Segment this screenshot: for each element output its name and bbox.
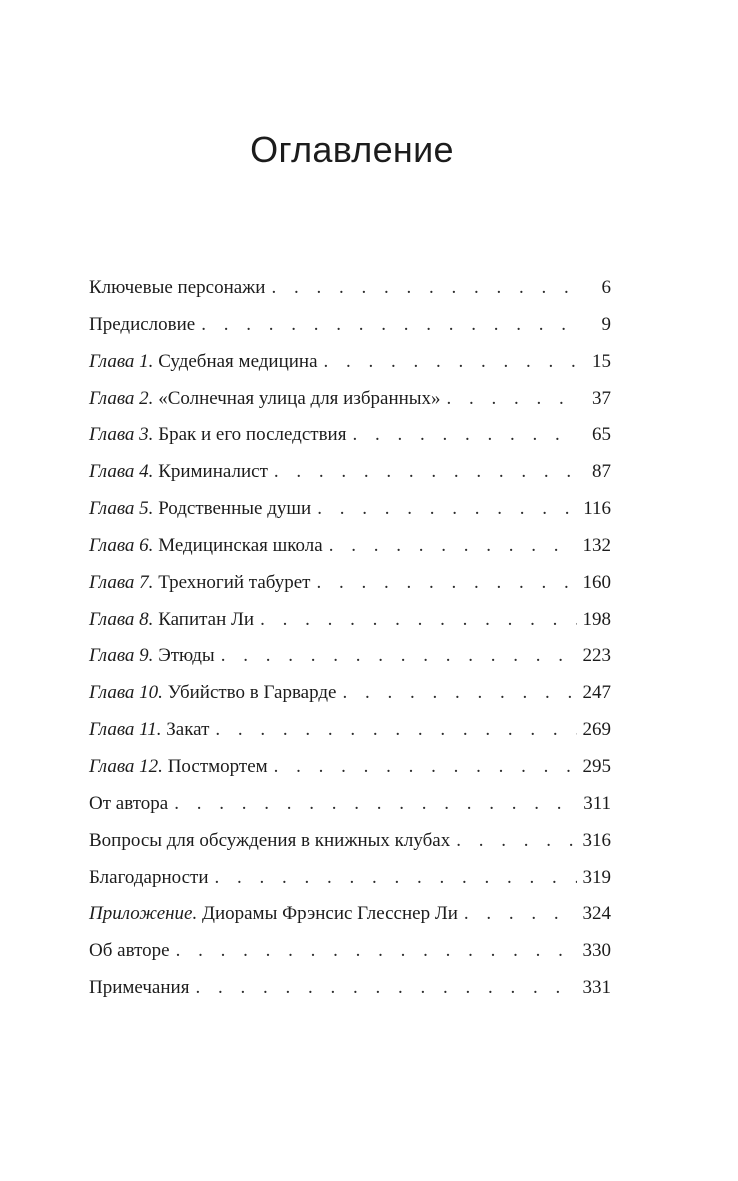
dot-leader (464, 900, 577, 928)
toc-entry-prefix: Глава 11. (89, 719, 162, 741)
toc-entry-prefix: Глава 4. (89, 461, 154, 483)
toc-entry[interactable] (89, 495, 611, 532)
toc-entry[interactable] (89, 421, 611, 458)
dot-leader (260, 606, 577, 634)
dot-leader (447, 385, 577, 413)
toc-entry-prefix: Глава 1. (89, 350, 154, 372)
toc-entry[interactable] (89, 716, 611, 753)
toc-entry-label: Трехногий табурет (153, 571, 311, 593)
toc-page-number: 132 (582, 534, 611, 556)
toc-entry-prefix: Глава 6. (89, 534, 154, 556)
toc-page-number: 269 (582, 719, 611, 741)
toc-entry-title (89, 937, 170, 965)
toc-entry-title (89, 864, 209, 892)
toc-entry-title (89, 348, 318, 376)
dot-leader (274, 753, 577, 781)
toc-entry-title (89, 532, 323, 560)
toc-entry-prefix: Глава 12. (89, 755, 163, 777)
toc-entry-prefix: Глава 9. (89, 645, 154, 667)
toc-page-number: 198 (582, 608, 611, 630)
toc-entry-title (89, 385, 441, 413)
toc-entry-title (89, 827, 450, 855)
dot-leader (329, 532, 577, 560)
toc-entry-label: Этюды (153, 645, 215, 667)
toc-page-number: 87 (592, 461, 611, 483)
toc-entry-prefix: Глава 8. (89, 608, 154, 630)
dot-leader (324, 348, 577, 376)
toc-entry-label: Об авторе (89, 940, 170, 962)
toc-entry[interactable] (89, 937, 611, 974)
dot-leader (274, 458, 577, 486)
toc-entry-title (89, 274, 265, 302)
toc-entry-label: Диорамы Фрэнсис Глесснер Ли (197, 903, 458, 925)
toc-entry-label: «Солнечная улица для избранных» (153, 387, 441, 409)
page-title: Оглавление (250, 129, 454, 170)
toc-page-number: 319 (582, 866, 611, 888)
toc-entry-label: Закат (161, 719, 210, 741)
toc-entry-title (89, 974, 189, 1002)
toc-entry-prefix: Глава 5. (89, 498, 154, 520)
toc-entry[interactable] (89, 458, 611, 495)
toc-entry[interactable] (89, 274, 611, 311)
toc-entry[interactable] (89, 753, 611, 790)
dot-leader (456, 827, 577, 855)
toc-entry-title (89, 458, 268, 486)
toc-entry-title (89, 900, 458, 928)
toc-entry-label: Медицинская школа (153, 534, 323, 556)
toc-page-number: 316 (582, 829, 611, 851)
dot-leader (195, 974, 577, 1002)
toc-page-number: 160 (582, 571, 611, 593)
dot-leader (215, 716, 577, 744)
toc-entry-title (89, 606, 254, 634)
toc-entry-prefix: Глава 2. (89, 387, 154, 409)
toc-entry-title (89, 679, 336, 707)
toc-entry-label: Брак и его последствия (153, 424, 347, 446)
toc-entry-prefix: Глава 3. (89, 424, 154, 446)
toc-entry-label: Предисловие (89, 313, 196, 335)
toc-page-number: 295 (582, 755, 611, 777)
toc-entry-label: Судебная медицина (153, 350, 318, 372)
dot-leader (174, 790, 577, 818)
toc-entry-label: Капитан Ли (153, 608, 255, 630)
toc-entry[interactable] (89, 569, 611, 606)
toc-page-number: 9 (601, 313, 611, 335)
toc-entry-prefix: Глава 7. (89, 571, 154, 593)
toc-entry-prefix: Приложение. (89, 903, 198, 925)
table-of-contents (89, 274, 611, 1011)
toc-entry[interactable] (89, 311, 611, 348)
toc-page-number: 247 (582, 682, 611, 704)
toc-entry-label: Благодарности (89, 866, 209, 888)
toc-entry[interactable] (89, 385, 611, 422)
toc-page-number: 65 (592, 424, 611, 446)
dot-leader (317, 495, 577, 523)
toc-entry[interactable] (89, 790, 611, 827)
toc-entry-title (89, 495, 311, 523)
toc-entry[interactable] (89, 679, 611, 716)
toc-entry-title (89, 753, 268, 781)
toc-entry-label: От автора (89, 792, 169, 814)
dot-leader (221, 642, 577, 670)
toc-entry[interactable] (89, 827, 611, 864)
toc-entry[interactable] (89, 864, 611, 901)
toc-entry[interactable] (89, 532, 611, 569)
toc-entry-label: Вопросы для обсуждения в книжных клубах (89, 829, 451, 851)
toc-entry-title (89, 311, 195, 339)
dot-leader (342, 679, 577, 707)
toc-entry[interactable] (89, 900, 611, 937)
toc-page-number: 311 (583, 792, 611, 814)
toc-page-number: 116 (583, 498, 611, 520)
toc-page-number: 324 (582, 903, 611, 925)
toc-entry-title (89, 642, 215, 670)
toc-entry[interactable] (89, 642, 611, 679)
dot-leader (352, 421, 577, 449)
toc-entry[interactable] (89, 606, 611, 643)
toc-entry[interactable] (89, 974, 611, 1011)
toc-entry-title (89, 569, 310, 597)
toc-entry-label: Убийство в Гарварде (162, 682, 337, 704)
dot-leader (176, 937, 577, 965)
toc-entry-label: Ключевые персонажи (89, 277, 266, 298)
toc-entry-label: Примечания (89, 977, 190, 999)
toc-page-number: 6 (601, 277, 611, 298)
toc-entry-label: Родственные души (153, 498, 312, 520)
toc-entry-prefix: Глава 10. (89, 682, 163, 704)
dot-leader (201, 311, 577, 339)
toc-entry-label: Постмортем (162, 755, 268, 777)
toc-entry-title (89, 421, 346, 449)
toc-page-number: 330 (582, 940, 611, 962)
dot-leader (316, 569, 577, 597)
toc-entry-title (89, 716, 209, 744)
toc-entry[interactable] (89, 348, 611, 385)
toc-page-number: 331 (582, 977, 611, 999)
toc-entry-label: Криминалист (153, 461, 268, 483)
toc-entry-title (89, 790, 168, 818)
toc-page-number: 37 (592, 387, 611, 409)
toc-page-number: 223 (582, 645, 611, 667)
dot-leader (271, 274, 577, 302)
toc-page-number: 15 (592, 350, 611, 372)
dot-leader (215, 864, 578, 892)
